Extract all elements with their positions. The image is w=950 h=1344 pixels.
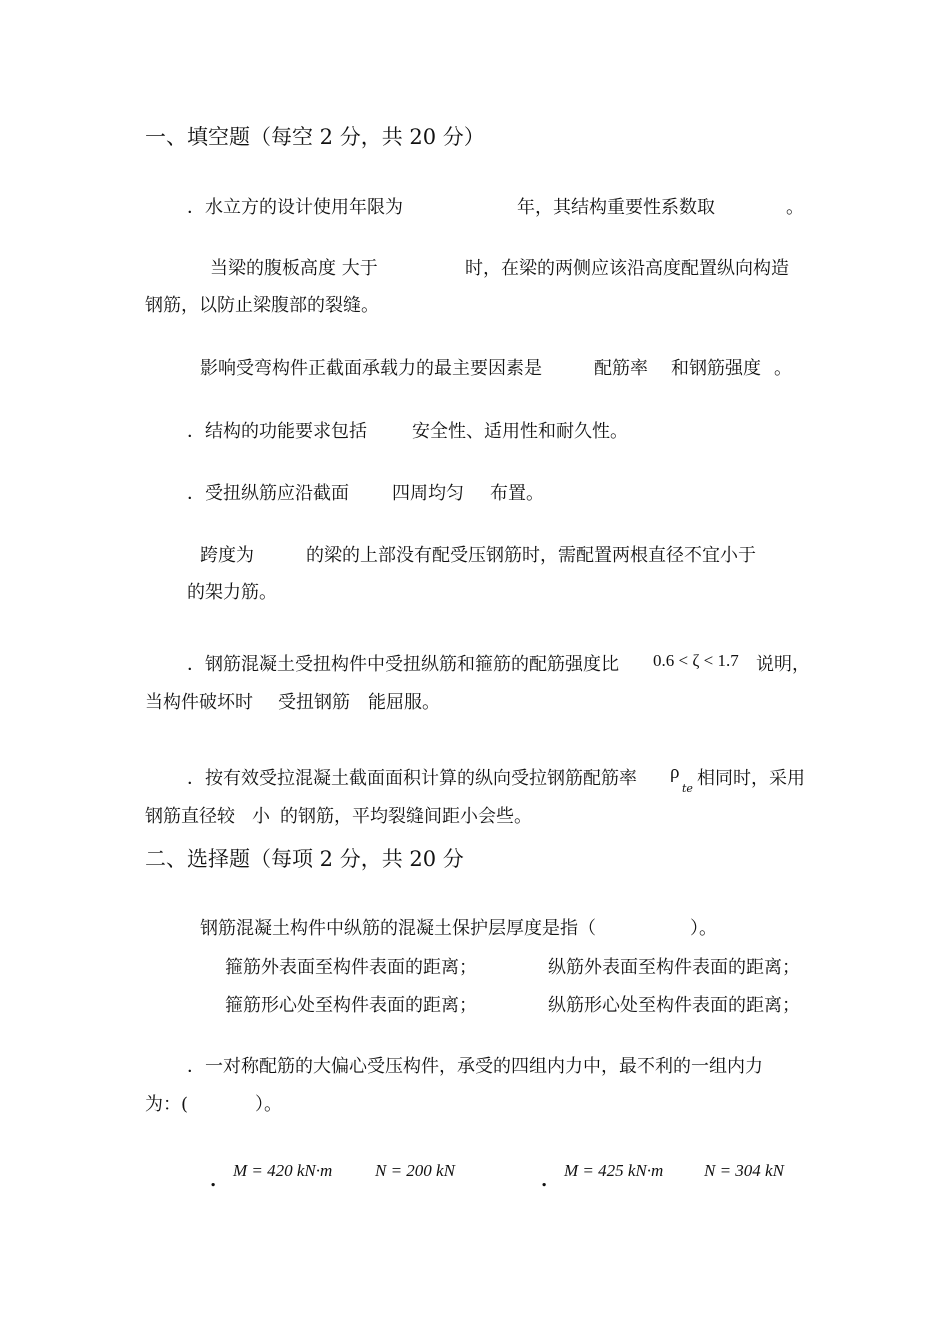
s2-q1-stem-end: ）。: [690, 918, 717, 939]
q7-line2-a: 当构件破坏时: [145, 692, 253, 713]
q8-rho-subscript: te: [682, 782, 693, 795]
s2-q2-option-b-force: N = 304 kN: [704, 1161, 784, 1180]
q8-line2-a: 钢筋直径较: [145, 806, 235, 827]
q1-text-a: ．水立方的设计使用年限为: [187, 197, 403, 218]
s2-q2-option-a-moment: M = 420 kN·m: [233, 1161, 333, 1180]
q3-answer-1: 配筋率: [594, 358, 648, 379]
s2-q2-stem: ．一对称配筋的大偏心受压构件，承受的四组内力中，最不利的一组内力: [187, 1056, 763, 1077]
s2-q1-stem: 钢筋混凝土构件中纵筋的混凝土保护层厚度是指（: [200, 918, 596, 939]
q6-line2: 的架力筋。: [187, 582, 277, 603]
q3-text-b: 和钢筋强度: [671, 358, 761, 379]
s2-q2-option-b-marker: .: [541, 1170, 548, 1191]
q2-text-a: 当梁的腹板高度 大于: [210, 258, 378, 279]
q7-text-a: ．钢筋混凝土受扭构件中受扭纵筋和箍筋的配筋强度比: [187, 654, 619, 675]
q5-text-a: ．受扭纵筋应沿截面: [187, 483, 349, 504]
q4-text-a: ．结构的功能要求包括: [187, 421, 367, 442]
s2-q2-line2: 为：(: [145, 1094, 189, 1115]
s2-q1-option-b: 纵筋外表面至构件表面的距离；: [548, 957, 800, 978]
q6-text-a: 跨度为: [200, 545, 254, 566]
q1-text-c: 。: [786, 197, 804, 218]
q8-text-b: 相同时，采用: [697, 768, 805, 789]
section1-title: 一、填空题（每空 2 分，共 20 分）: [145, 125, 485, 149]
s2-q2-option-a-marker: .: [210, 1170, 217, 1191]
q2-text-b: 时，在梁的两侧应该沿高度配置纵向构造: [465, 258, 789, 279]
s2-q2-option-a-force: N = 200 kN: [375, 1161, 455, 1180]
q7-line2-b: 能屈服。: [368, 692, 440, 713]
q1-text-b: 年，其结构重要性系数取: [517, 197, 715, 218]
s2-q1-option-a: 箍筋外表面至构件表面的距离；: [225, 957, 477, 978]
q3-text-c: 。: [774, 358, 792, 379]
q2-line2: 钢筋，以防止梁腹部的裂缝。: [145, 295, 379, 316]
q3-text-a: 影响受弯构件正截面承载力的最主要因素是: [200, 358, 542, 379]
q7-text-b: 说明，: [756, 654, 810, 675]
s2-q1-option-d: 纵筋形心处至构件表面的距离；: [548, 995, 800, 1016]
q8-answer: 小: [252, 806, 270, 827]
q6-text-b: 的梁的上部没有配受压钢筋时，需配置两根直径不宜小于: [306, 545, 756, 566]
q8-text-a: ．按有效受拉混凝土截面面积计算的纵向受拉钢筋配筋率: [187, 768, 637, 789]
q4-answer: 安全性、适用性和耐久性。: [412, 421, 628, 442]
q7-formula: 0.6 < ζ < 1.7: [653, 651, 739, 670]
s2-q2-line2-end: ）。: [255, 1094, 282, 1115]
q5-text-b: 布置。: [490, 483, 544, 504]
q5-answer: 四周均匀: [392, 483, 464, 504]
q7-answer: 受扭钢筋: [278, 692, 350, 713]
q8-rho-symbol: ρ: [670, 762, 680, 783]
s2-q2-option-b-moment: M = 425 kN·m: [564, 1161, 664, 1180]
section2-title: 二、选择题（每项 2 分，共 20 分: [145, 847, 464, 871]
q8-line2-b: 的钢筋，平均裂缝间距小会些。: [280, 806, 532, 827]
s2-q1-option-c: 箍筋形心处至构件表面的距离；: [225, 995, 477, 1016]
